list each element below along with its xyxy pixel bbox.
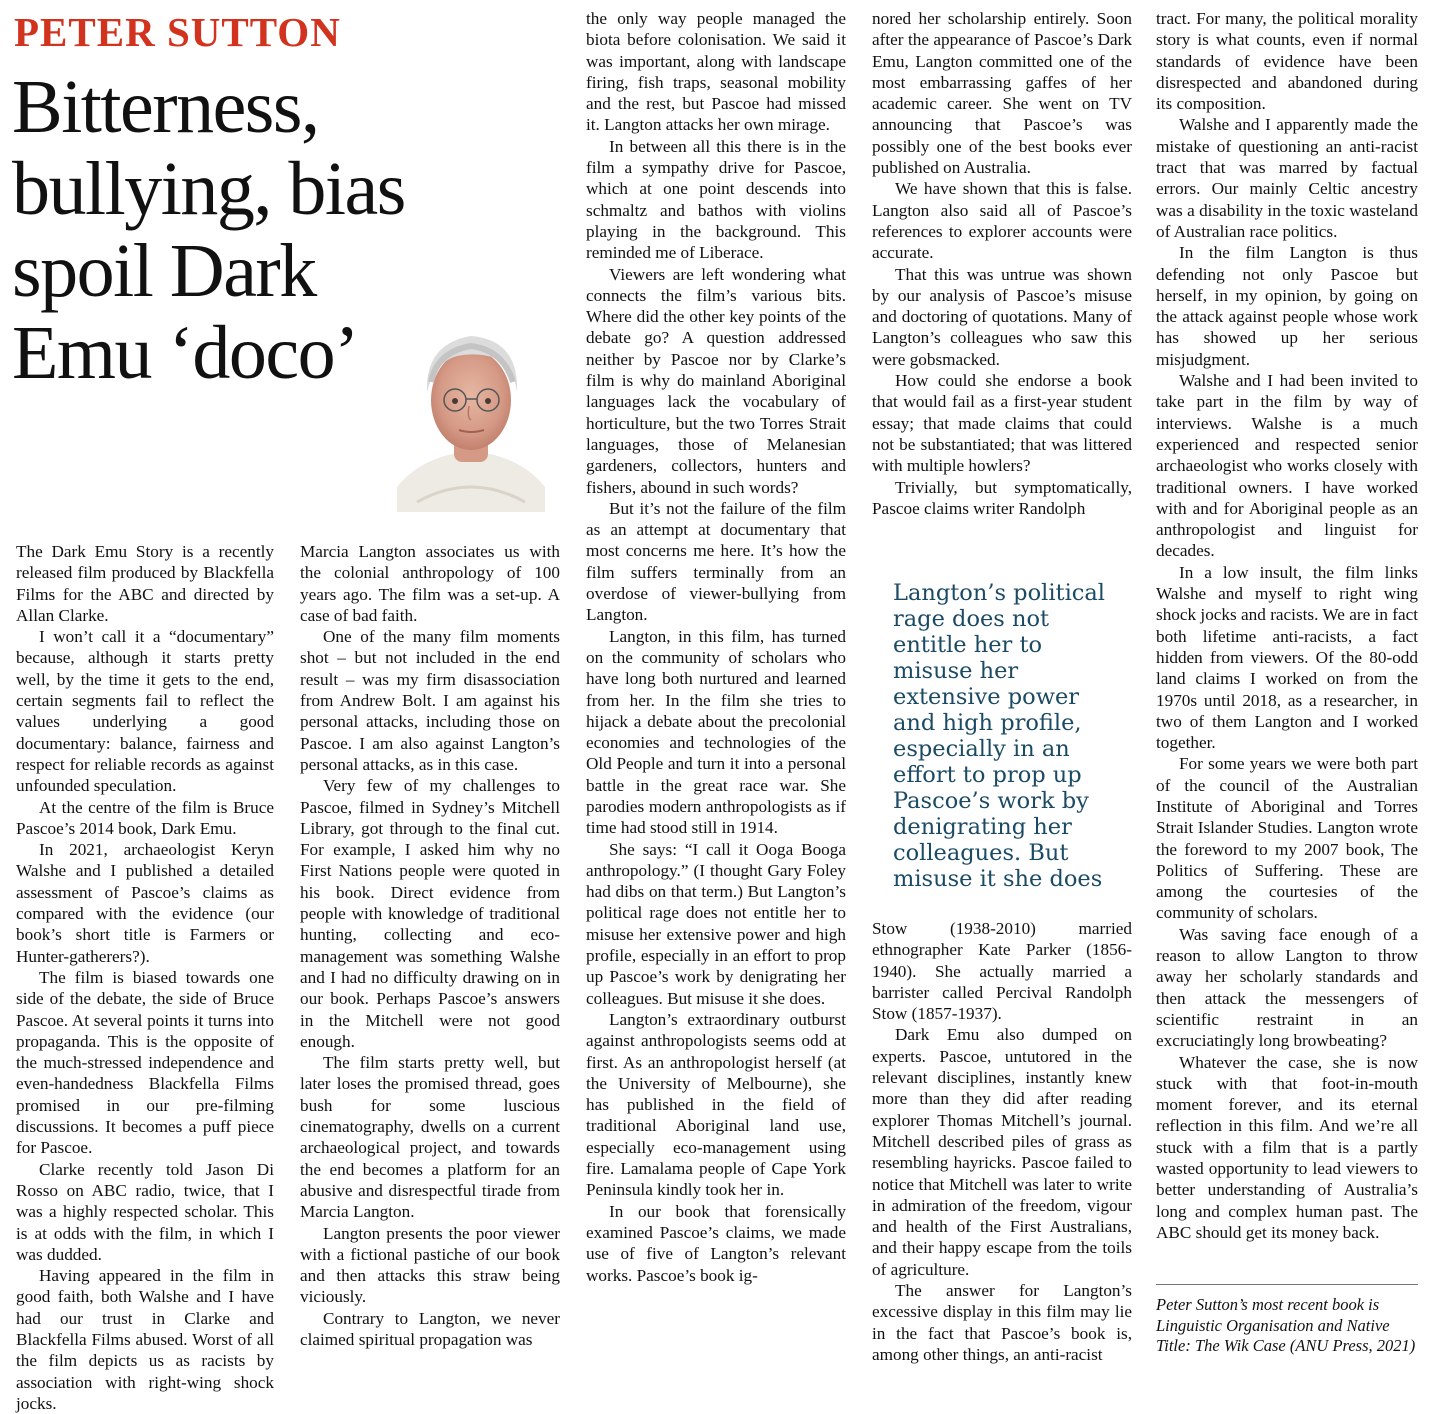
paragraph: The Dark Emu Story is a recently released film produced by Blackfella Films for the ABC and directed by Allan Clarke. [16, 542, 274, 625]
paragraph: How could she endorse a book that would fail as a first-year student essay; that made claims that could not be substantiated; that was littered with multiple howlers? [872, 371, 1132, 476]
paragraph: But it’s not the failure of the film as an attempt at documentary that most concerns me here. It’s how the film suffers terminally from an overdose of viewer-bullying from Langton. [586, 498, 846, 625]
paragraph: Having appeared in the film in good faith, both Walshe and I have had our trust in Clarke and Blackfella Films abused. Worst of all the film depicts us as racists by association with right-wing shock jocks. [16, 1266, 274, 1413]
paragraph: nored her scholarship entirely. Soon after the appearance of Pascoe’s Dark Emu, Langton committed one of the most embarrassing gaffes of her academic career. She went on TV announcing that Pascoe’s was possibly one of the best books ever published on Australia. [872, 9, 1132, 178]
paragraph: In between all this there is in the film a sympathy drive for Pascoe, which at one point descends into schmaltz and bathos with violins playing in the background. This reminded me of Liberace. [586, 136, 846, 263]
article-column-4-top [872, 8, 1132, 519]
paragraph: Clarke recently told Jason Di Rosso on ABC radio, twice, that I was a highly respected scholar. This is at odds with the film, in which I was dudded. [16, 1159, 274, 1264]
paragraph: Langton presents the poor viewer with a fictional pastiche of our book and then attacks this straw being viciously. [300, 1223, 560, 1307]
footnote-divider [1156, 1284, 1418, 1285]
paragraph: The film is biased towards one side of the debate, the side of Bruce Pascoe. At several points it turns into propaganda. This is the opposite of the much-stressed independence and even-handedness Blackfella Films promised in our pre-filming discussions. It becomes a puff piece for Pascoe. [16, 967, 274, 1158]
paragraph: Dark Emu also dumped on experts. Pascoe, untutored in the relevant disciplines, instantly knew more than they did after reading explorer Thomas Mitchell’s journal. Mitchell described piles of grass as resembling hayricks. Pascoe failed to notice that Mitchell was later to write in admiration of the freedom, vigour and health of the First Australians, and their happy escape from the toils of agriculture. [872, 1025, 1132, 1279]
paragraph: tract. For many, the political morality story is what counts, even if normal standards of evidence have been disrespected and abandoned during its composition. [1156, 9, 1418, 114]
paragraph: Langton, in this film, has turned on the community of scholars who have long both nurtured and learned from her. In the film she tries to hijack a debate about the precolonial economies and technologies of the Old People and turn it into a personal battle in the great race war. She parodies modern anthropologists as if time had stood still in 1914. [586, 626, 846, 838]
article-column-4-bottom [872, 918, 1132, 1365]
byline: PETER SUTTON [14, 9, 341, 55]
headline-line: Bitterness, [12, 65, 319, 149]
paragraph: In a low insult, the film links Walshe and myself to right wing shock jocks and racists. We are in fact both lifetime anti-racists, a fact hidden from viewers. Of the 80-odd land claims I worked on from the 1970s until 2018, as a researcher, in two of them Langton and I worked together. [1156, 562, 1418, 753]
paragraph: Trivially, but symptomatically, Pascoe claims writer Randolph [872, 477, 1132, 518]
paragraph: Contrary to Langton, we never claimed spiritual propagation was [300, 1308, 560, 1349]
paragraph: At the centre of the film is Bruce Pascoe’s 2014 book, Dark Emu. [16, 797, 274, 838]
paragraph: I won’t call it a “documentary” because, although it starts pretty well, by the time it gets to the end, certain segments fail to reflect the values underlying a good documentary: balance, fairness and respect for reliable records as against unfounded speculation. [16, 627, 274, 796]
headline-line: spoil Dark [12, 229, 316, 313]
paragraph: In our book that forensically examined Pascoe’s claims, we made use of five of Langton’s relevant works. Pascoe’s book ig- [586, 1201, 846, 1285]
paragraph: For some years we were both part of the council of the Australian Institute of Aboriginal and Torres Strait Islander Studies. Langton wrote the foreword to my 2007 book, The Politics of Suffering. These are among the courtesies of the community of scholars. [1156, 754, 1418, 923]
paragraph: We have shown that this is false. Langton also said all of Pascoe’s references to explorer accounts were accurate. [872, 179, 1132, 263]
paragraph: In 2021, archaeologist Keryn Walshe and I published a detailed assessment of Pascoe’s claims as compared with the evidence (our book’s short title is Farmers or Hunter-gatherers?). [16, 840, 274, 966]
paragraph: Stow (1938-2010) married ethnographer Kate Parker (1856-1940). She actually married a barrister called Percival Randolph Stow (1857-1937). [872, 919, 1132, 1024]
paragraph: That this was untrue was shown by our analysis of Pascoe’s misuse and doctoring of quotations. Many of Langton’s colleagues who saw this were gobsmacked. [872, 264, 1132, 369]
paragraph: Walshe and I apparently made the mistake of questioning an anti-racist tract that was marred by factual errors. Our mainly Celtic ancestry was a disability in the toxic wasteland of Australian race politics. [1156, 115, 1418, 241]
paragraph: She says: “I call it Ooga Booga anthropology.” (I thought Gary Foley had dibs on that term.) But Langton’s political rage does not entitle her to misuse her extensive power and high profile, especially in an effort to prop up Pascoe’s work by denigrating her colleagues. But misuse it she does. [586, 839, 846, 1008]
pull-quote: Langton’s political rage does not entitle her to misuse her extensive power and high profile, especially in an effort to prop up Pascoe’s work by denigrating her colleagues. But misuse it she does [893, 580, 1105, 892]
paragraph: Viewers are left wondering what connects the film’s various bits. Where did the other key points of the debate go? A question addressed neither by Pascoe nor by Clarke’s film is why do mainland Aboriginal languages lack the vocabulary of horticulture, but the two Torres Strait languages, those of Melanesian gardeners, collectors, hunters and fishers, abound in such words? [586, 264, 846, 497]
article-column-5 [1156, 8, 1418, 1243]
headline-line: Emu ‘doco’ [12, 311, 358, 395]
paragraph: the only way people managed the biota before colonisation. We said it was important, along with landscape firing, fish traps, seasonal mobility and the rest, but Pascoe had missed it. Langton attacks her own mirage. [586, 9, 846, 135]
paragraph: Was saving face enough of a reason to allow Langton to throw away her scholarly standards and then attack the messengers of scientific restraint in an excruciatingly long browbeating? [1156, 924, 1418, 1051]
paragraph: Walshe and I had been invited to take part in the film by way of interviews. Walshe is a much experienced and respected senior archaeologist who works closely with traditional owners. I have worked with and for Aboriginal people as an anthropologist and linguist for decades. [1156, 371, 1418, 561]
paragraph: One of the many film moments shot – but not included in the end result – was my firm disassociation from Andrew Bolt. I am against his personal attacks, including those on Pascoe. I am also against Langton’s personal attacks, as in this case. [300, 627, 560, 774]
paragraph: Very few of my challenges to Pascoe, filmed in Sydney’s Mitchell Library, got through to the final cut. For example, I asked him why no First Nations people were quoted in his book. Direct evidence from people with knowledge of traditional hunting, collecting and eco-management was something Walshe and I had no difficulty drawing on in our book. Perhaps Pascoe’s answers in the Mitchell were not good enough. [300, 776, 560, 1051]
author-portrait [397, 322, 545, 512]
author-bio-footnote: Peter Sutton’s most recent book is Linguistic Organisation and Native Title: The Wik Case (ANU Press, 2021) [1156, 1295, 1416, 1355]
paragraph: Langton’s extraordinary outburst against anthropologists seems odd at first. As an anthropologist herself (at the University of Melbourne), she has published in the field of traditional Aboriginal land use, especially eco-management using fire. Lamalama people of Cape York Peninsula kindly took her in. [586, 1009, 846, 1200]
paragraph: The answer for Langton’s excessive display in this film may lie in the fact that Pascoe’s book is, among other things, an anti-racist [872, 1281, 1132, 1364]
article-column-3 [586, 8, 846, 1286]
paragraph: The film starts pretty well, but later loses the promised thread, goes bush for some luscious cinematography, dwells on a current archaeological project, and towards the end becomes a platform for an abusive and disrespectful tirade from Marcia Langton. [300, 1053, 560, 1222]
paragraph: In the film Langton is thus defending not only Pascoe but herself, in my opinion, by going on the attack against people whose work has showed up her serious misjudgment. [1156, 243, 1418, 369]
paragraph: Marcia Langton associates us with the colonial anthropology of 100 years ago. The film was a set-up. A case of bad faith. [300, 542, 560, 625]
article-column-2 [300, 541, 560, 1350]
article-column-1 [16, 541, 274, 1414]
paragraph: Whatever the case, she is now stuck with that foot-in-mouth moment forever, and its eternal reflection in this film. And we’re all stuck with a film that is a partly wasted opportunity to lead viewers to better understanding of Australia’s long and complex human past. The ABC should get its money back. [1156, 1052, 1418, 1242]
headline-line: bullying, bias [12, 147, 405, 231]
